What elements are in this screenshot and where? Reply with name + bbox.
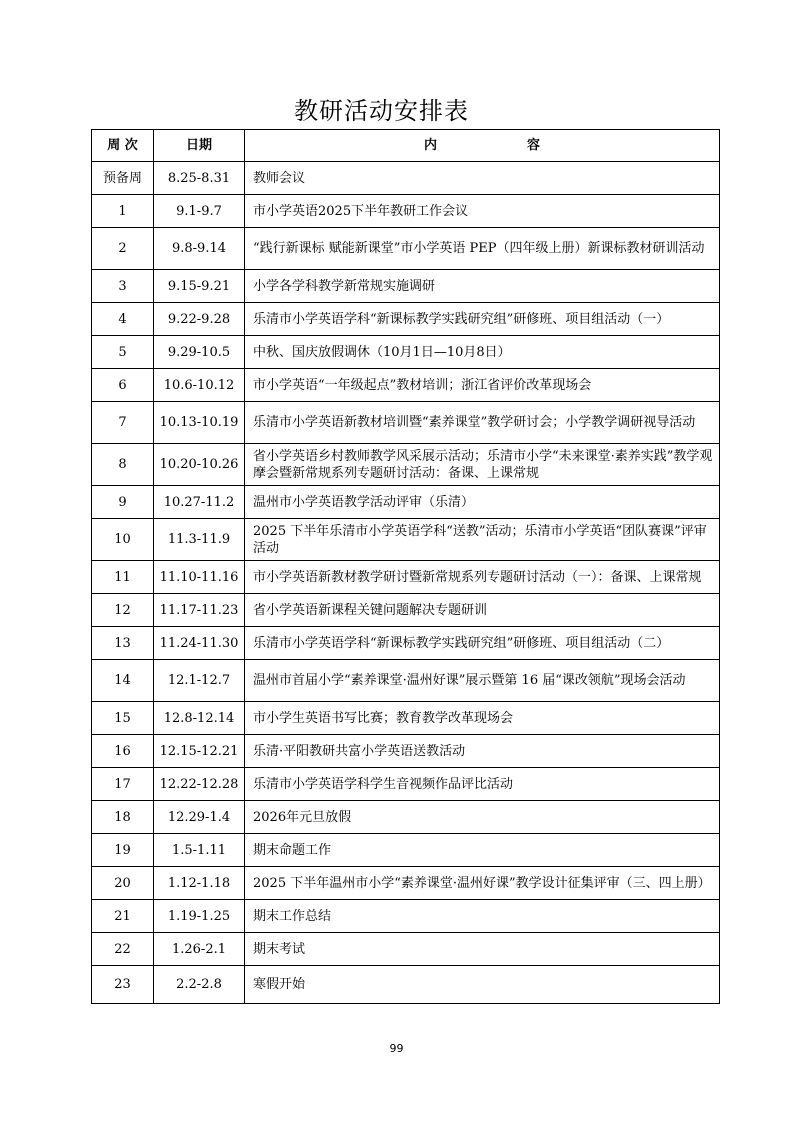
content-cell: 教师会议 [245, 162, 720, 195]
table-row [92, 801, 720, 834]
content-cell: 期末工作总结 [245, 900, 720, 933]
week-cell: 7 [92, 402, 154, 444]
title-text: 教研活动安排表 [294, 97, 469, 125]
date-cell: 9.8-9.14 [154, 228, 245, 270]
content-cell: 省小学英语新课程关键问题解决专题研训 [245, 594, 720, 627]
week-cell: 23 [92, 966, 154, 1004]
date-cell: 10.27-11.2 [154, 486, 245, 519]
content-cell: 期末考试 [245, 933, 720, 966]
table-row [92, 561, 720, 594]
content-cell: 乐清市小学英语新教材培训暨“素养课堂”教学研讨会；小学教学调研视导活动 [245, 402, 720, 444]
date-cell: 1.26-2.1 [154, 933, 245, 966]
date-cell: 9.29-10.5 [154, 336, 245, 369]
week-cell: 5 [92, 336, 154, 369]
week-cell: 预备周 [92, 162, 154, 195]
date-cell: 2.2-2.8 [154, 966, 245, 1004]
date-cell: 1.5-1.11 [154, 834, 245, 867]
content-cell: 市小学英语“一年级起点”教材培训；浙江省评价改革现场会 [245, 369, 720, 402]
table-row [92, 594, 720, 627]
table-row [92, 768, 720, 801]
date-cell: 12.8-12.14 [154, 702, 245, 735]
content-cell: “践行新课标 赋能新课堂”市小学英语 PEP（四年级上册）新课标教材研训活动 [245, 228, 720, 270]
week-cell: 21 [92, 900, 154, 933]
table-row [92, 519, 720, 561]
schedule-table [91, 129, 720, 1004]
content-cell: 市小学英语新教材教学研讨暨新常规系列专题研讨活动（一）：备课、上课常规 [245, 561, 720, 594]
week-cell: 10 [92, 519, 154, 561]
table-row [92, 966, 720, 1004]
week-cell: 8 [92, 444, 154, 486]
week-cell: 18 [92, 801, 154, 834]
table-row [92, 303, 720, 336]
date-cell: 10.13-10.19 [154, 402, 245, 444]
table-row [92, 702, 720, 735]
table-row [92, 369, 720, 402]
week-cell: 12 [92, 594, 154, 627]
table-row [92, 867, 720, 900]
week-cell: 9 [92, 486, 154, 519]
week-cell: 1 [92, 195, 154, 228]
date-cell: 12.22-12.28 [154, 768, 245, 801]
date-cell: 11.10-11.16 [154, 561, 245, 594]
table-row [92, 834, 720, 867]
table-row [92, 336, 720, 369]
content-cell: 乐清市小学英语学科“新课标教学实践研究组”研修班、项目组活动（二） [245, 627, 720, 660]
week-cell: 6 [92, 369, 154, 402]
week-cell: 4 [92, 303, 154, 336]
content-cell: 市小学英语2025下半年教研工作会议 [245, 195, 720, 228]
table-row [92, 486, 720, 519]
week-cell: 13 [92, 627, 154, 660]
content-cell: 2025 下半年温州市小学“素养课堂·温州好课”教学设计征集评审（三、四上册） [245, 867, 720, 900]
date-cell: 11.3-11.9 [154, 519, 245, 561]
content-cell: 小学各学科教学新常规实施调研 [245, 270, 720, 303]
header-week: 周 次 [92, 130, 154, 162]
date-cell: 1.19-1.25 [154, 900, 245, 933]
content-cell: 市小学生英语书写比赛；教育教学改革现场会 [245, 702, 720, 735]
date-cell: 1.12-1.18 [154, 867, 245, 900]
header-date: 日期 [154, 130, 245, 162]
date-cell: 10.20-10.26 [154, 444, 245, 486]
week-cell: 19 [92, 834, 154, 867]
content-cell: 温州市首届小学“素养课堂·温州好课”展示暨第 16 届“课改领航”现场会活动 [245, 660, 720, 702]
date-cell: 11.24-11.30 [154, 627, 245, 660]
week-cell: 11 [92, 561, 154, 594]
content-cell: 2025 下半年乐清市小学英语学科“送教”活动；乐清市小学英语“团队赛课”评审活动 [245, 519, 720, 561]
table-row [92, 162, 720, 195]
content-cell: 期末命题工作 [245, 834, 720, 867]
table-body [92, 162, 720, 1004]
table-header-row [92, 130, 720, 162]
table-row [92, 933, 720, 966]
week-cell: 14 [92, 660, 154, 702]
content-cell: 中秋、国庆放假调休（10月1日—10月8日） [245, 336, 720, 369]
content-cell: 温州市小学英语教学活动评审（乐清） [245, 486, 720, 519]
content-cell: 寒假开始 [245, 966, 720, 1004]
page-number: 99 [389, 1042, 404, 1055]
content-cell: 乐清市小学英语学科“新课标教学实践研究组”研修班、项目组活动（一） [245, 303, 720, 336]
date-cell: 9.1-9.7 [154, 195, 245, 228]
week-cell: 22 [92, 933, 154, 966]
date-cell: 10.6-10.12 [154, 369, 245, 402]
date-cell: 12.1-12.7 [154, 660, 245, 702]
table-row [92, 627, 720, 660]
date-cell: 9.15-9.21 [154, 270, 245, 303]
date-cell: 11.17-11.23 [154, 594, 245, 627]
table-row [92, 735, 720, 768]
content-cell: 2026年元旦放假 [245, 801, 720, 834]
table-row [92, 228, 720, 270]
table-row [92, 660, 720, 702]
table-row [92, 444, 720, 486]
date-cell: 8.25-8.31 [154, 162, 245, 195]
date-cell: 12.15-12.21 [154, 735, 245, 768]
table-row [92, 270, 720, 303]
date-cell: 12.29-1.4 [154, 801, 245, 834]
page-title [0, 91, 793, 126]
header-content: 内容 [245, 130, 720, 162]
week-cell: 15 [92, 702, 154, 735]
week-cell: 17 [92, 768, 154, 801]
week-cell: 3 [92, 270, 154, 303]
date-cell: 9.22-9.28 [154, 303, 245, 336]
week-cell: 16 [92, 735, 154, 768]
week-cell: 20 [92, 867, 154, 900]
content-cell: 乐清·平阳教研共富小学英语送教活动 [245, 735, 720, 768]
content-cell: 乐清市小学英语学科学生音视频作品评比活动 [245, 768, 720, 801]
table-row [92, 900, 720, 933]
week-cell: 2 [92, 228, 154, 270]
content-cell: 省小学英语乡村教师教学风采展示活动；乐清市小学“未来课堂·素养实践”教学观摩会暨新常规系列专题研讨活动：备课、上课常规 [245, 444, 720, 486]
table-row [92, 195, 720, 228]
table-row [92, 402, 720, 444]
